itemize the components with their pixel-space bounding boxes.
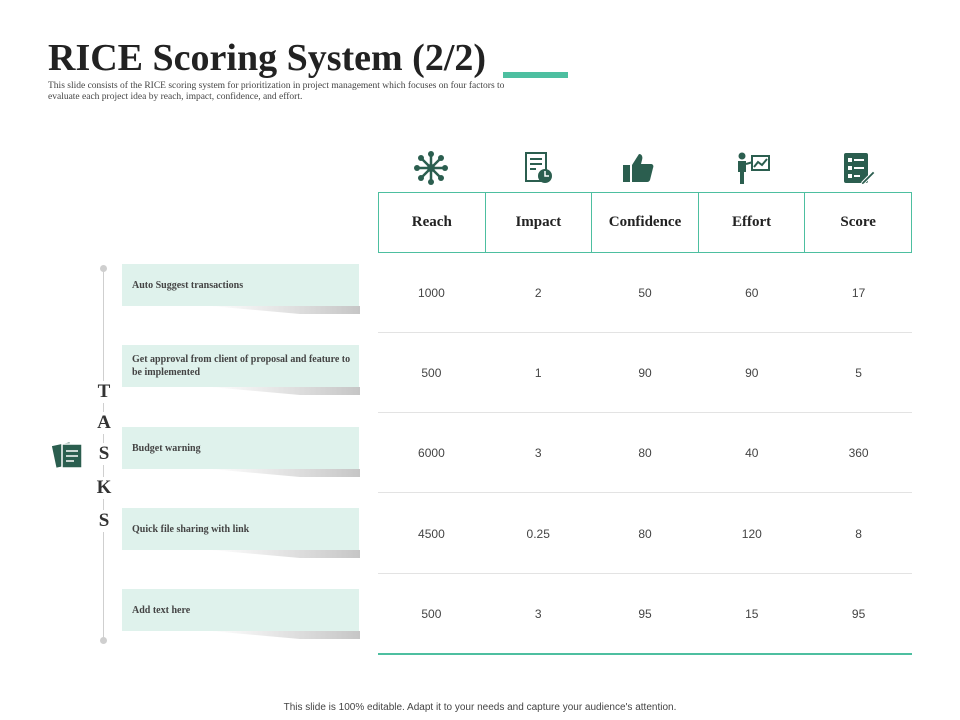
cell-impact: 3 xyxy=(534,607,542,621)
task-shadow xyxy=(210,306,360,314)
tasks-letter: S xyxy=(92,443,116,465)
header-confidence: Confidence xyxy=(592,193,699,252)
table-row xyxy=(378,253,912,333)
cell-confidence: 50 xyxy=(638,285,652,300)
tasks-letter: A xyxy=(92,412,116,434)
cell-score: 8 xyxy=(855,526,862,541)
header-score: Score xyxy=(840,214,876,230)
cell-impact: 0.25 xyxy=(526,526,550,541)
task-shadow xyxy=(210,550,360,558)
cell-reach: 4500 xyxy=(418,526,445,541)
tasks-letter: S xyxy=(92,510,116,532)
cell-score: 17 xyxy=(851,285,866,300)
cell-impact: 2 xyxy=(534,285,542,300)
cell-score: 95 xyxy=(851,607,866,621)
table-row xyxy=(378,333,912,413)
cell-effort: 90 xyxy=(745,365,759,380)
cell-reach: 1000 xyxy=(418,285,445,300)
page-title: RICE Scoring System (2/2) xyxy=(48,37,487,79)
task-box: Add text here xyxy=(122,589,359,631)
presentation-icon xyxy=(735,150,771,186)
task-box: Budget warning xyxy=(122,427,359,469)
table-row xyxy=(378,494,912,574)
footer-note: This slide is 100% editable. Adapt it to your needs and capture your audience's attention. xyxy=(283,702,677,713)
task-shadow xyxy=(210,469,360,477)
tasks-letter: K xyxy=(92,477,116,499)
cell-confidence: 80 xyxy=(638,445,652,460)
task-box: Get approval from client of proposal and feature to be implemented xyxy=(122,345,359,387)
checklist-icon xyxy=(840,150,876,186)
cell-reach: 500 xyxy=(421,365,442,380)
cell-confidence: 90 xyxy=(638,365,652,380)
cell-reach: 6000 xyxy=(418,445,445,460)
report-icon xyxy=(520,150,556,186)
task-box: Quick file sharing with link xyxy=(122,508,359,550)
timeline-dot-bottom xyxy=(100,637,107,644)
cell-impact: 1 xyxy=(534,365,542,380)
cell-effort: 120 xyxy=(741,526,762,541)
timeline-dot-top xyxy=(100,265,107,272)
notes-icon xyxy=(52,440,86,470)
header-impact: Impact xyxy=(486,193,593,252)
cell-confidence: 95 xyxy=(638,607,652,621)
cell-effort: 60 xyxy=(745,285,759,300)
table-row xyxy=(378,575,912,655)
tasks-letter: T xyxy=(92,381,116,403)
table-row xyxy=(378,413,912,493)
network-icon xyxy=(413,150,449,186)
page-subtitle: This slide consists of the RICE scoring system for prioritization in project management which focuses on four factors to evaluate each project idea by reach, impact, confidence, and effort. xyxy=(48,81,505,102)
title-accent-bar xyxy=(503,72,568,78)
header-effort: Effort xyxy=(699,193,806,252)
cell-score: 5 xyxy=(855,365,862,380)
cell-score: 360 xyxy=(848,445,869,460)
thumbs-up-icon xyxy=(620,150,656,186)
task-box: Auto Suggest transactions xyxy=(122,264,359,306)
cell-confidence: 80 xyxy=(638,526,652,541)
cell-effort: 15 xyxy=(745,607,759,621)
cell-impact: 3 xyxy=(534,445,542,460)
cell-reach: 500 xyxy=(421,607,442,621)
task-shadow xyxy=(210,631,360,639)
table-header xyxy=(378,192,912,253)
task-shadow xyxy=(210,387,360,395)
cell-effort: 40 xyxy=(745,445,759,460)
header-reach: Reach xyxy=(379,193,486,252)
